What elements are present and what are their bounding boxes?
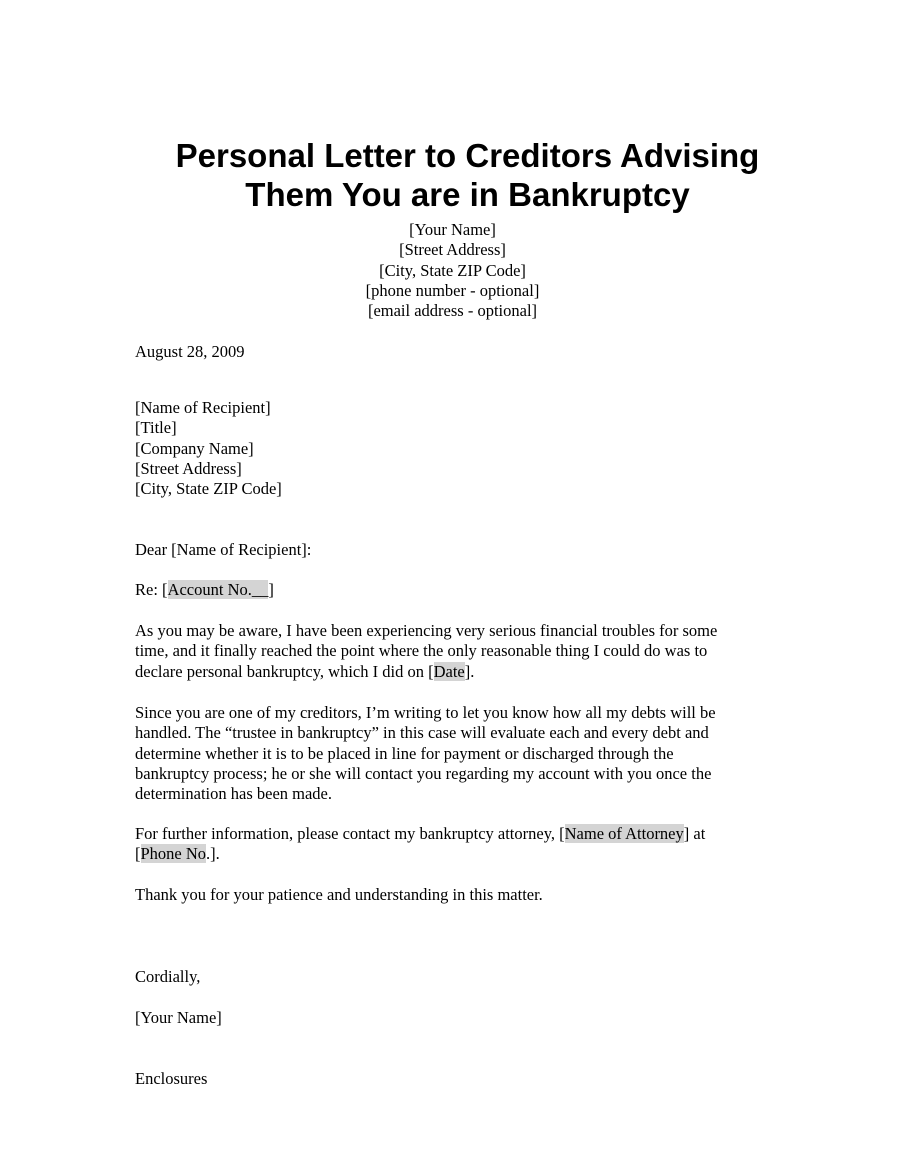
paragraph-1 (135, 621, 775, 682)
recipient-company: [Company Name] (135, 438, 254, 458)
sender-street: [Street Address] (399, 240, 506, 260)
sender-city: [City, State ZIP Code] (379, 260, 526, 280)
letter-date: August 28, 2009 (135, 342, 245, 361)
recipient-address-block (135, 398, 775, 499)
paragraph-1-line-2: time, and it finally reached the point where the only reasonable thing I could do was to (135, 641, 708, 661)
reference-line (135, 580, 775, 600)
recipient-street: [Street Address] (135, 458, 242, 478)
phone-number-field[interactable]: Phone No (140, 844, 207, 864)
paragraph-3 (135, 824, 775, 865)
sender-name: [Your Name] (409, 220, 496, 239)
reference-suffix: ] (268, 580, 274, 599)
closing: Cordially, (135, 967, 201, 986)
title-line-2: Them You are in Bankruptcy (245, 176, 690, 213)
paragraph-3-line-1: For further information, please contact my bankruptcy attorney, [ (135, 824, 565, 843)
paragraph-2-line-3: determine whether it is to be placed in line for payment or discharged through the (135, 743, 674, 763)
recipient-name: [Name of Recipient] (135, 398, 271, 417)
salutation: Dear [Name of Recipient]: (135, 540, 312, 559)
paragraph-3-line-2: [ (135, 844, 141, 864)
paragraph-1-line-1: As you may be aware, I have been experiencing very serious financial troubles for some (135, 621, 718, 640)
title-line-1: Personal Letter to Creditors Advising (175, 137, 760, 174)
paragraph-2-line-5: determination has been made. (135, 784, 333, 804)
signature-name: [Your Name] (135, 1008, 222, 1027)
recipient-title: [Title] (135, 418, 177, 438)
sender-email: [email address - optional] (367, 301, 538, 321)
enclosures-note: Enclosures (135, 1069, 208, 1088)
page-title (135, 136, 800, 214)
paragraph-2 (135, 703, 775, 804)
sender-address-block (200, 220, 705, 321)
paragraph-1-line-3: declare personal bankruptcy, which I did on [ (135, 661, 434, 681)
sender-phone: [phone number - optional] (365, 280, 540, 300)
paragraph-1-line-3-suffix: ]. (464, 661, 475, 681)
paragraph-2-line-1: Since you are one of my creditors, I’m writing to let you know how all my debts will be (135, 703, 716, 722)
date-field[interactable]: Date (433, 661, 465, 681)
paragraph-2-line-4: bankruptcy process; he or she will contact you regarding my account with you once the (135, 763, 712, 783)
attorney-name-field[interactable]: Name of Attorney (564, 824, 684, 843)
reference-prefix: Re: [ (135, 580, 168, 599)
paragraph-3-line-1-suffix: ] at (683, 824, 706, 843)
paragraph-2-line-2: handled. The “trustee in bankruptcy” in this case will evaluate each and every debt and (135, 723, 709, 743)
recipient-city: [City, State ZIP Code] (135, 479, 282, 499)
account-number-field[interactable]: Account No.__ (167, 580, 269, 599)
paragraph-3-line-2-suffix: .]. (206, 844, 220, 864)
paragraph-4: Thank you for your patience and understanding in this matter. (135, 885, 543, 904)
